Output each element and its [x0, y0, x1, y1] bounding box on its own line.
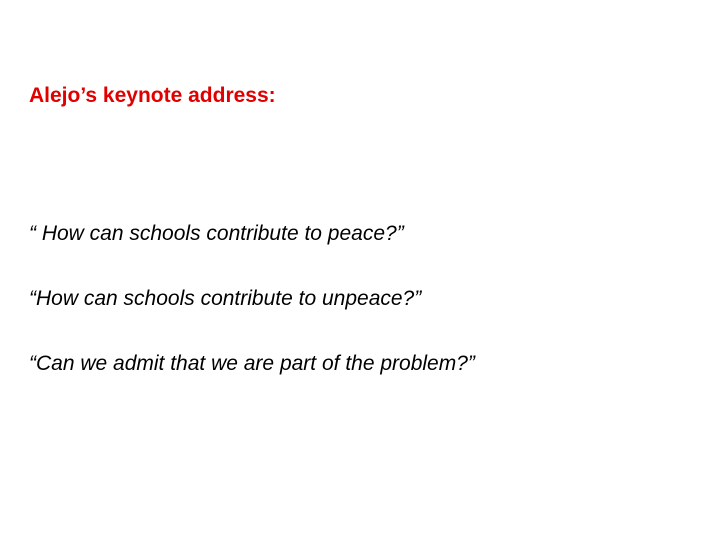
quote-1: “ How can schools contribute to peace?”	[29, 222, 404, 245]
quote-3: “Can we admit that we are part of the problem?”	[29, 352, 475, 375]
quote-2: “How can schools contribute to unpeace?”	[29, 287, 422, 310]
slide-title: Alejo’s keynote address:	[29, 84, 276, 107]
